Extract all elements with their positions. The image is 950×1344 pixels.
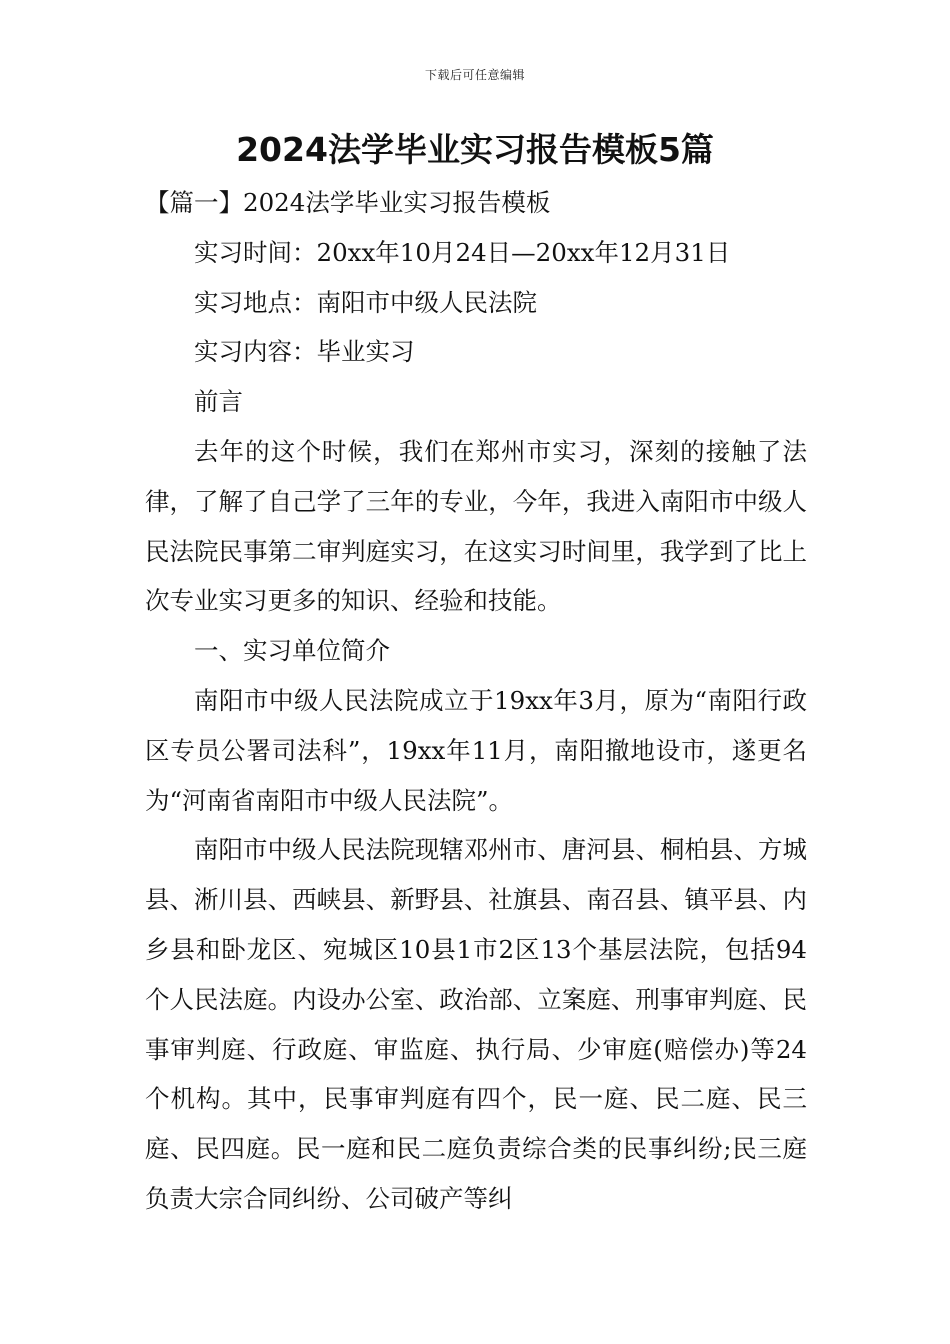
section-one-heading: 一、实习单位简介 (194, 636, 390, 666)
internship-location: 实习地点：南阳市中级人民法院 (194, 287, 537, 317)
court-structure-paragraph: 南阳市中级人民法院现辖邓州市、唐河县、桐柏县、方城县、淅川县、西峡县、新野县、社旗县、南召县、镇平县、内乡县和卧龙区、宛城区10县1市2区13个基层法院，包括94个人民法庭。内设办公室、政治部、立案庭、刑事审判庭、民事审判庭、行政庭、审监庭、执行局、少审庭(赔偿办)等24个机构。其中，民事审判庭有四个，民一庭、民二庭、民三庭、民四庭。民一庭和民二庭负责综合类的民事纠纷;民三庭负责大宗合同纠纷、公司破产等纠 (145, 835, 807, 1213)
court-history-paragraph: 南阳市中级人民法院成立于19xx年3月，原为“南阳行政区专员公署司法科”，19xx年11月，南阳撤地设市，遂更名为“河南省南阳市中级人民法院”。 (145, 685, 807, 815)
document-body (145, 178, 807, 1224)
section-heading: 【篇一】2024法学毕业实习报告模板 (145, 188, 551, 217)
internship-time: 实习时间：20xx年10月24日—20xx年12月31日 (194, 237, 731, 267)
preface-paragraph: 去年的这个时候，我们在郑州市实习，深刻的接触了法律，了解了自己学了三年的专业，今年，我进入南阳市中级人民法院民事第二审判庭实习，在这实习时间里，我学到了比上次专业实习更多的知识、经验和技能。 (145, 436, 807, 616)
header-note: 下载后可任意编辑 (424, 68, 525, 82)
preface-heading: 前言 (194, 387, 243, 417)
internship-content: 实习内容：毕业实习 (194, 337, 415, 367)
document-title: 2024法学毕业实习报告模板5篇 (236, 130, 714, 169)
